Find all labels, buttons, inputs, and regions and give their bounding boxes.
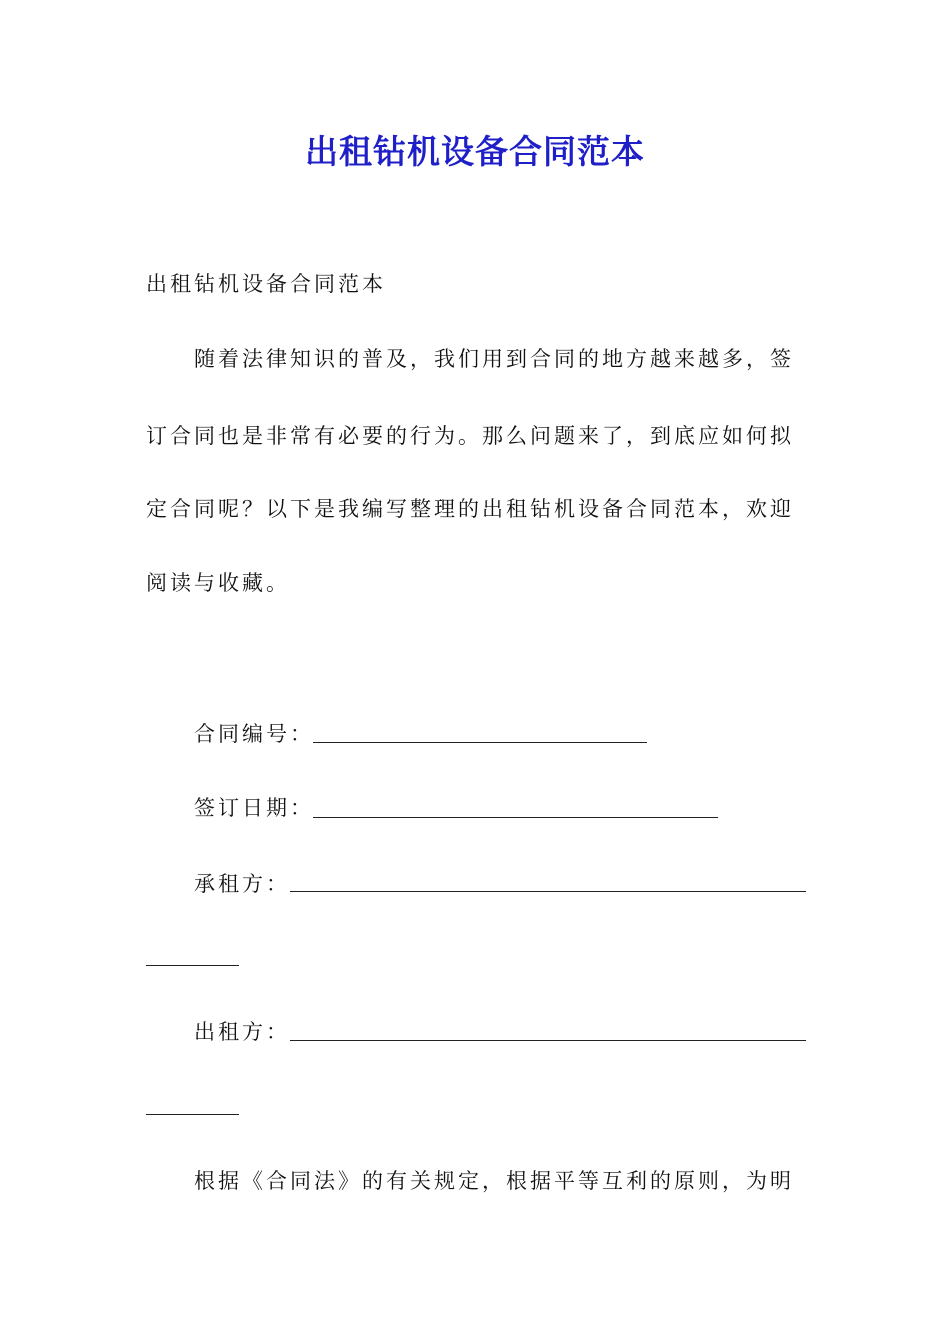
contract-no-label: 合同编号：	[194, 722, 314, 746]
lessee-label: 承租方：	[194, 872, 290, 896]
document-subtitle: 出租钻机设备合同范本	[146, 272, 386, 296]
body-line-1: 根据《合同法》的有关规定，根据平等互利的原则，为明	[194, 1169, 794, 1193]
document-title: 出租钻机设备合同范本	[305, 132, 645, 171]
sign-date-blank	[313, 817, 718, 818]
sign-date-label: 签订日期：	[194, 796, 314, 820]
lessor-label: 出租方：	[194, 1020, 290, 1044]
lessee-blank	[290, 891, 806, 892]
lessor-blank	[290, 1040, 806, 1041]
intro-line-1: 随着法律知识的普及，我们用到合同的地方越来越多，签	[194, 347, 794, 371]
intro-line-2: 订合同也是非常有必要的行为。那么问题来了，到底应如何拟	[146, 424, 794, 448]
lessor-blank-continued	[146, 1114, 239, 1115]
intro-line-4: 阅读与收藏。	[146, 571, 290, 595]
contract-no-blank	[313, 742, 647, 743]
lessee-blank-continued	[146, 965, 239, 966]
intro-line-3: 定合同呢？以下是我编写整理的出租钻机设备合同范本，欢迎	[146, 497, 794, 521]
